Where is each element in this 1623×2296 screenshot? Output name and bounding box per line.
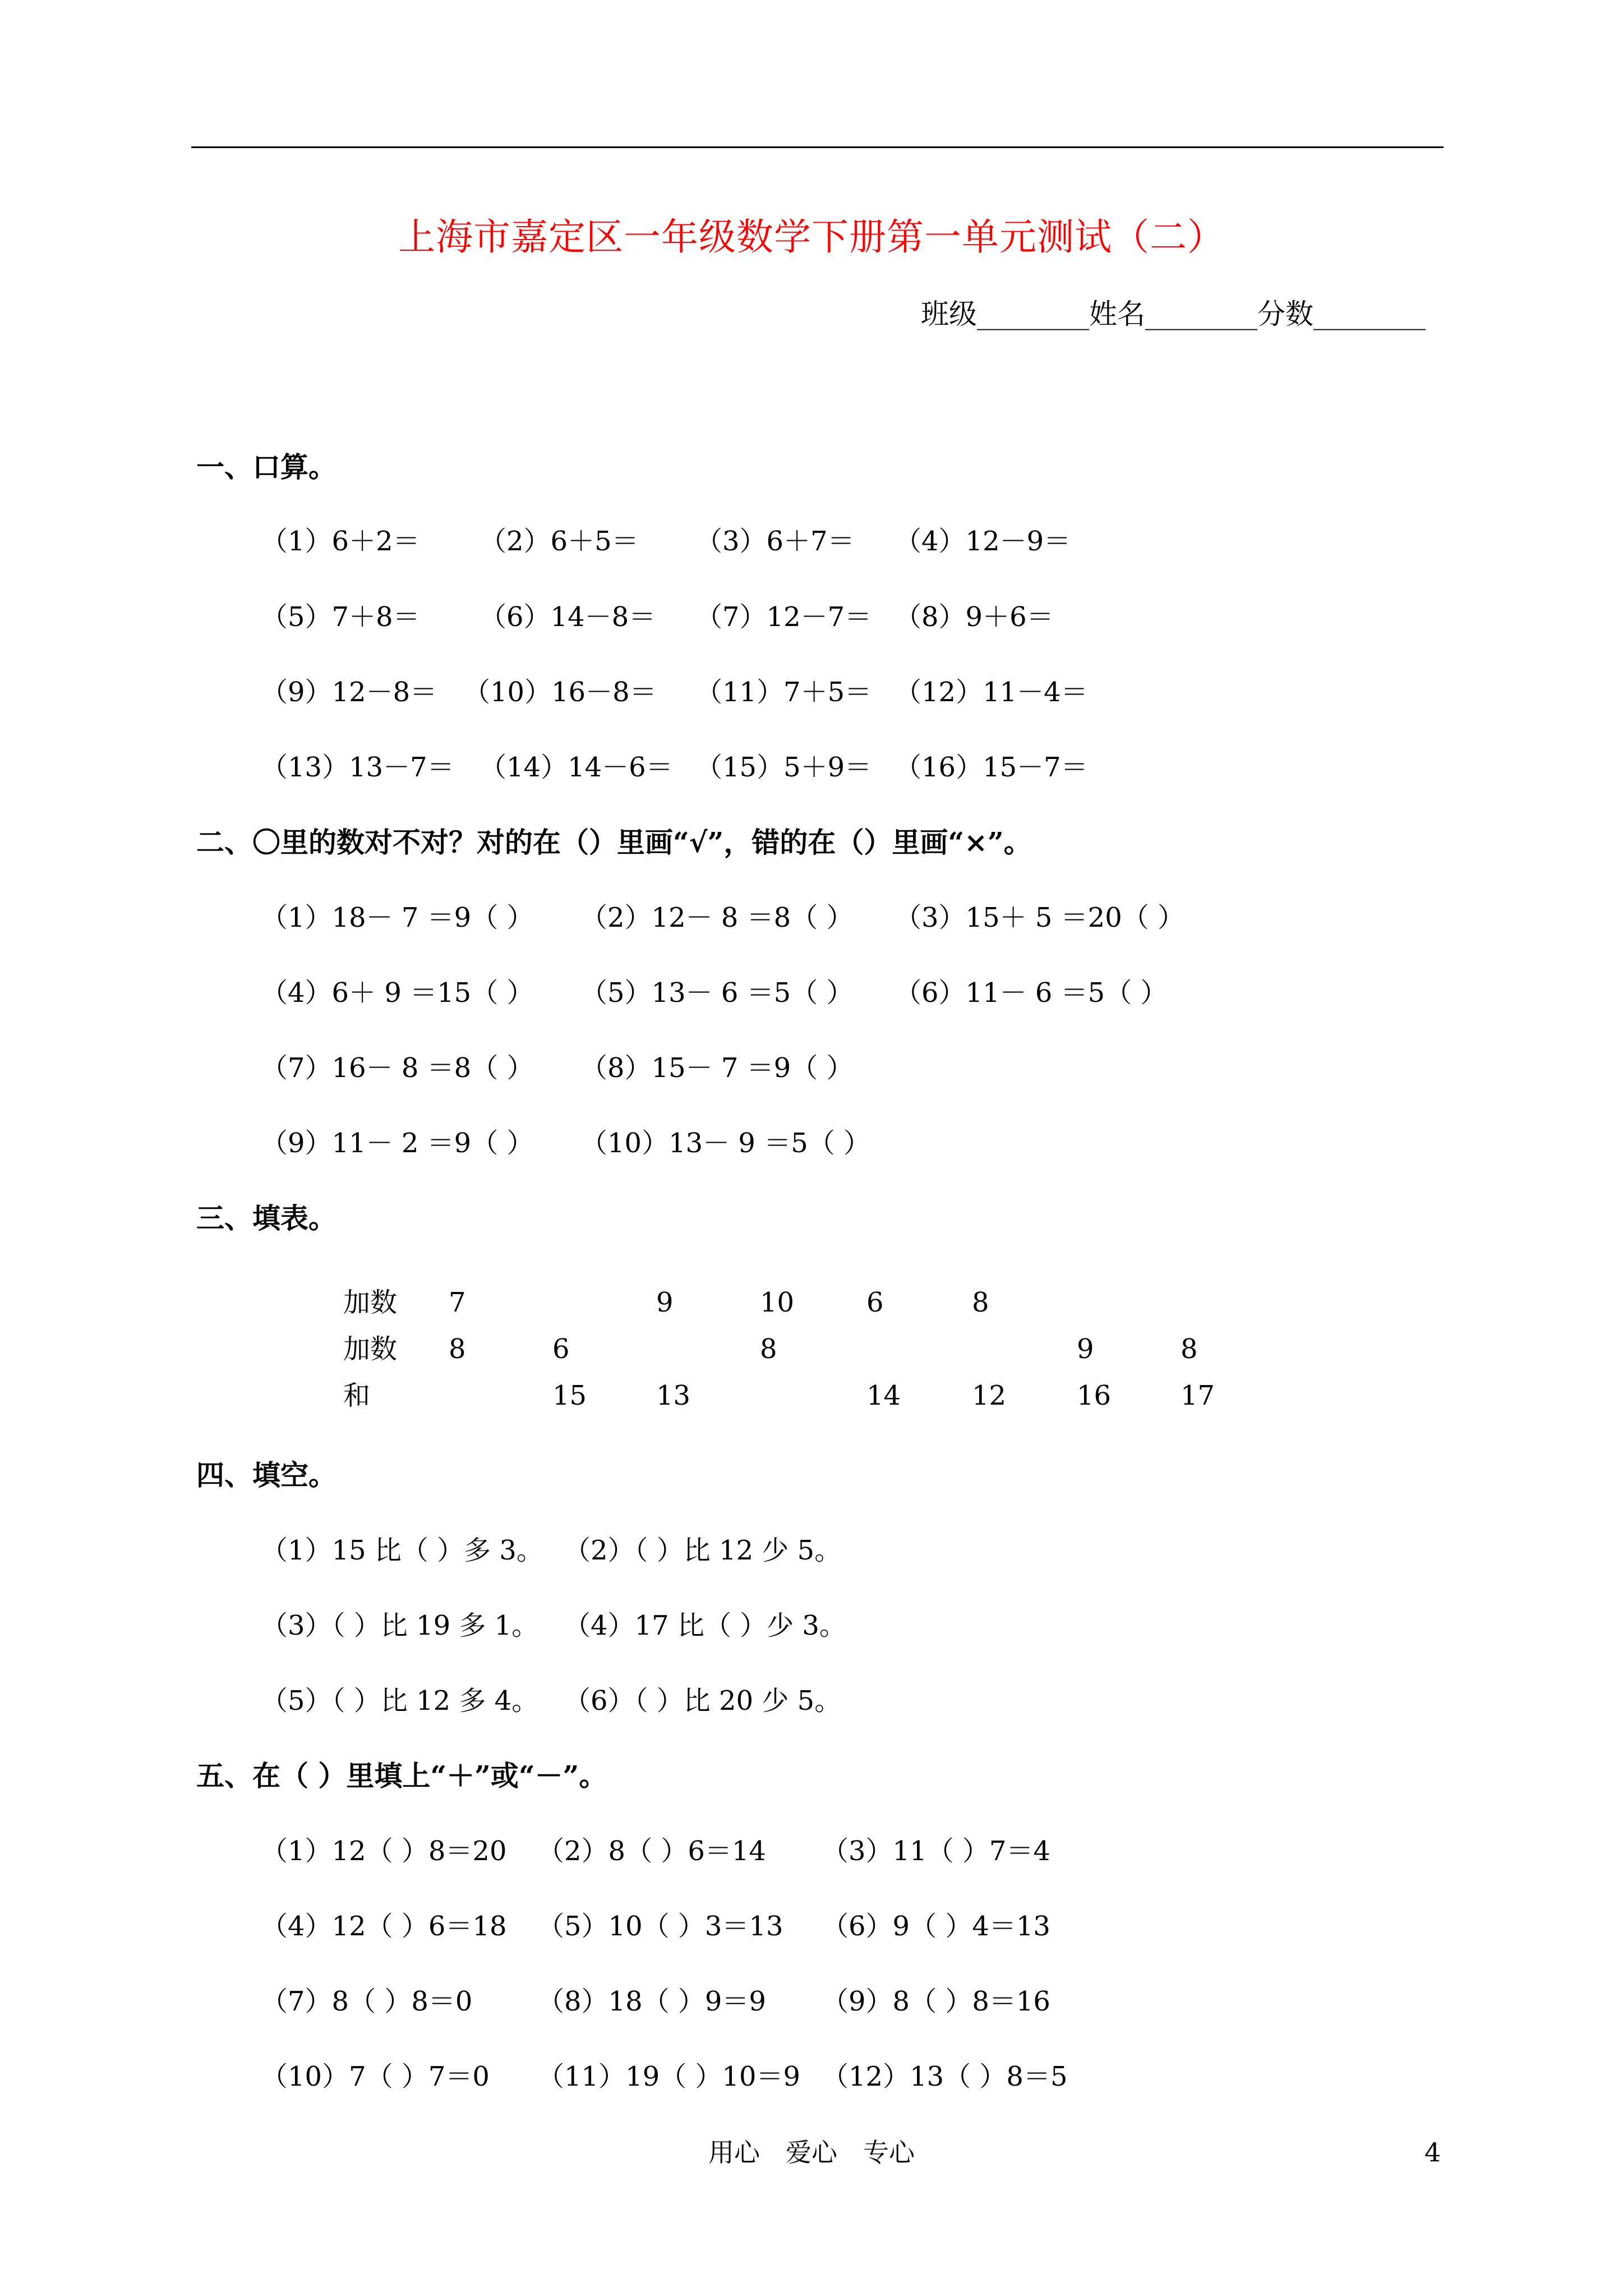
table-cell: 6: [866, 1287, 884, 1318]
s2-item: （2）12－ 8 ＝8（ ）: [580, 902, 854, 933]
table-cell: 9: [656, 1287, 674, 1318]
s4-item: （3）（ ）比 19 多 1。: [261, 1610, 539, 1641]
s1-item: （4）12－9＝: [895, 526, 1071, 557]
table-cell: 7: [449, 1287, 466, 1318]
s2-item: （5）13－ 6 ＝5（ ）: [580, 977, 854, 1009]
s1-item: （11）7＋5＝: [695, 677, 872, 708]
s5-item: （7）8（ ）8＝0: [261, 1986, 473, 2017]
s5-item: （3）11（ ）7＝4: [822, 1835, 1050, 1867]
section-2-heading: 二、〇里的数对不对？对的在（）里画“√”，错的在（）里画“×”。: [196, 826, 1032, 859]
s2-item: （10）13－ 9 ＝5（ ）: [580, 1128, 871, 1159]
table-cell: 8: [449, 1333, 466, 1365]
table-cell: 16: [1077, 1380, 1112, 1411]
s5-item: （5）10（ ）3＝13: [537, 1911, 783, 1942]
s1-item: （3）6＋7＝: [695, 526, 855, 557]
table-row-label: 加数: [343, 1333, 398, 1365]
s1-item: （2）6＋5＝: [479, 526, 639, 557]
table-cell: 8: [1181, 1333, 1198, 1365]
s1-item: （13）13－7＝: [261, 752, 454, 783]
s1-item: （5）7＋8＝: [261, 601, 420, 633]
s2-item: （1）18－ 7 ＝9（ ）: [261, 902, 534, 933]
s5-item: （4）12（ ）6＝18: [261, 1911, 507, 1942]
s5-item: （9）8（ ）8＝16: [822, 1986, 1050, 2017]
table-cell: 8: [972, 1287, 989, 1318]
student-info-line: 班级________姓名________分数________: [921, 298, 1426, 330]
s1-item: （14）14－6＝: [479, 752, 673, 783]
s5-item: （8）18（ ）9＝9: [537, 1986, 766, 2017]
table-cell: 9: [1077, 1333, 1094, 1365]
s5-item: （12）13（ ）8＝5: [822, 2061, 1068, 2092]
section-4-heading: 四、填空。: [196, 1458, 336, 1492]
s4-item: （5）（ ）比 12 多 4。: [261, 1685, 539, 1717]
s1-item: （15）5＋9＝: [695, 752, 872, 783]
table-cell: 15: [552, 1380, 587, 1411]
table-cell: 14: [866, 1380, 901, 1411]
s5-item: （10）7（ ）7＝0: [261, 2061, 490, 2092]
section-3-heading: 三、填表。: [196, 1202, 336, 1235]
s1-item: （7）12－7＝: [695, 601, 872, 633]
table-row-label: 和: [343, 1380, 371, 1411]
s4-item: （1）15 比（ ）多 3。: [261, 1535, 543, 1566]
s1-item: （12）11－4＝: [895, 677, 1088, 708]
s2-item: （6）11－ 6 ＝5（ ）: [895, 977, 1168, 1009]
s2-item: （4）6＋ 9 ＝15（ ）: [261, 977, 534, 1009]
s1-item: （8）9＋6＝: [895, 601, 1054, 633]
section-1-heading: 一、口算。: [196, 450, 336, 484]
table-cell: 8: [760, 1333, 777, 1365]
s5-item: （2）8（ ）6＝14: [537, 1835, 766, 1867]
s2-item: （7）16－ 8 ＝8（ ）: [261, 1052, 534, 1084]
s1-item: （10）16－8＝: [463, 677, 657, 708]
s1-item: （1）6＋2＝: [261, 526, 420, 557]
table-cell: 10: [760, 1287, 795, 1318]
table-cell: 12: [972, 1380, 1007, 1411]
s5-item: （6）9（ ）4＝13: [822, 1911, 1050, 1942]
s5-item: （11）19（ ）10＝9: [537, 2061, 801, 2092]
page-title: 上海市嘉定区一年级数学下册第一单元测试（二）: [398, 215, 1225, 259]
s5-item: （1）12（ ）8＝20: [261, 1835, 507, 1867]
footer-motto: 用心 爱心 专心: [708, 2137, 915, 2168]
s2-item: （3）15＋ 5 ＝20（ ）: [895, 902, 1185, 933]
header-rule: [191, 146, 1444, 148]
table-cell: 17: [1181, 1380, 1215, 1411]
s1-item: （16）15－7＝: [895, 752, 1088, 783]
s4-item: （2）（ ）比 12 少 5。: [564, 1535, 842, 1566]
s2-item: （8）15－ 7 ＝9（ ）: [580, 1052, 854, 1084]
section-5-heading: 五、在（ ）里填上“＋”或“－”。: [196, 1759, 607, 1792]
s4-item: （6）（ ）比 20 少 5。: [564, 1685, 842, 1717]
table-row-label: 加数: [343, 1287, 398, 1318]
s1-item: （6）14－8＝: [479, 601, 656, 633]
s1-item: （9）12－8＝: [261, 677, 437, 708]
table-cell: 13: [656, 1380, 691, 1411]
page-number: 4: [1424, 2137, 1441, 2168]
s4-item: （4）17 比（ ）少 3。: [564, 1610, 846, 1641]
table-cell: 6: [552, 1333, 570, 1365]
s2-item: （9）11－ 2 ＝9（ ）: [261, 1128, 534, 1159]
